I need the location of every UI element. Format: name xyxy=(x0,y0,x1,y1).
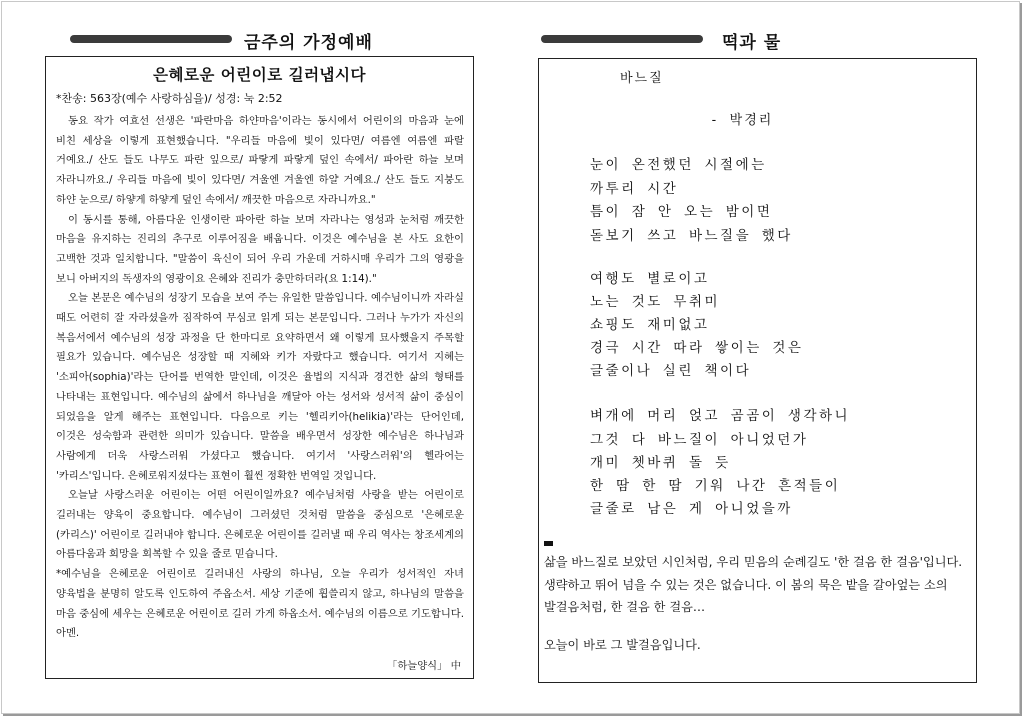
poem-author: - 박경리 xyxy=(710,113,774,128)
page-frame xyxy=(1,1,1020,714)
sermon-body xyxy=(56,112,464,644)
poem-line: 글줄이나 실린 책이다 xyxy=(590,363,752,379)
sermon-source: 「하늘양식」 中 xyxy=(387,660,461,672)
poem-line: 글줄로 남은 게 아니었을까 xyxy=(590,501,793,517)
poem-panel xyxy=(538,58,977,683)
poem-line: 까투리 시간 xyxy=(590,181,679,197)
poem-title: 바느질 xyxy=(620,71,664,86)
right-section-title: 떡과 물 xyxy=(722,33,782,53)
poem-line: 노는 것도 무취미 xyxy=(590,294,721,310)
poem-line: 그것 다 바느질이 아니었던가 xyxy=(590,432,809,448)
poem-line: 개미 쳇바퀴 돌 듯 xyxy=(590,455,731,471)
poem-line: 돋보기 쓰고 바느질을 했다 xyxy=(590,228,793,244)
poem-closing: 오늘이 바로 그 발걸음입니다. xyxy=(544,638,701,652)
poem-line: 틈이 잠 안 오는 밤이면 xyxy=(590,204,773,220)
left-header-bar xyxy=(70,35,232,43)
poem-line: 경극 시간 따라 쌓이는 것은 xyxy=(590,340,804,356)
left-section-title: 금주의 가정예배 xyxy=(244,33,373,53)
section-marker xyxy=(544,541,553,546)
sermon-prayer: *예수님을 은혜로운 어린이로 길러내신 사랑의 하나님, 오늘 우리가 성서적인 자녀 양육법을 분명히 알도록 인도하여 주옵소서. 세상 기준에 휩쓸리지 않고, 하나님의 말씀을 마음 중심에 세우는 은혜로운 어린이로 길러 가게 하옵소서. 예수님의 이름으로 기도합니다. 아멘. xyxy=(56,568,464,640)
poem-line: 눈이 온전했던 시절에는 xyxy=(590,157,767,173)
poem-reflection: 삶을 바느질로 보았던 시인처럼, 우리 믿음의 순례길도 '한 걸음 한 걸음'입니다. 생략하고 뛰어 넘을 수 있는 것은 없습니다. 이 봄의 묵은 밭을 갈아엎는 소의 발걸음처럼, 한 걸음 한 걸음… xyxy=(544,555,963,614)
sermon-panel xyxy=(45,56,474,679)
poem-line: 한 땀 한 땀 기워 나간 흔적들이 xyxy=(590,478,841,494)
poem-line: 벼개에 머리 얹고 곰곰이 생각하니 xyxy=(590,408,851,424)
poem-line: 쇼핑도 재미없고 xyxy=(590,317,710,333)
sermon-title: 은혜로운 어린이로 길러냅시다 xyxy=(153,66,366,84)
poem-line: 여행도 별로이고 xyxy=(590,271,710,287)
sermon-meta: *찬송: 563장(예수 사랑하심을)/ 성경: 눅 2:52 xyxy=(56,92,283,105)
sermon-paragraph: 오늘 본문은 예수님의 성장기 모습을 보여 주는 유일한 말씀입니다. 예수님이니까 자라실 때도 어련히 잘 자라셨을까 짐작하여 무심코 읽게 되는 본문입니다. 그러나 누가가 자신의 복음서에서 예수님의 성장 과정을 단 한마디로 요약하면서 왜 이렇게 묘사했을지 주목할 필요가 있습니다. 예수님은 성장할 때 지혜와 키가 자랐다고 했습니다. 여기서 지혜는 '소피아(sophia)'라는 단어를 번역한 말인데, 이것은 율법의 지식과 경건한 삶의 형태를 나타내는 표현입니다. 예수님의 삶에서 하나님을 깨달아 아는 성서와 성서적 삶이 중심이 되었음을 알게 해주는 표현입니다. 다음으로 키는 '헬리키아(helikia)'라는 단어인데, 이것은 성숙함과 관련한 의미가 있습니다. 말씀을 배우면서 성장한 예수님은 하나님과 사람에게 더욱 사랑스러워 가셨다고 했습니다. 여기서 '사랑스러워'의 헬라어는 '카리스'입니다. 은혜로워지셨다는 표현이 훨씬 정확한 번역일 것입니다. xyxy=(56,292,465,482)
right-header-bar xyxy=(541,35,703,43)
sermon-paragraph: 동요 작가 여효선 선생은 '파란마음 하얀마음'이라는 동시에서 어린이의 마음과 눈에 비친 세상을 이렇게 표현했습니다. "우리들 마음에 빛이 있다면/ 여름엔 여름엔 파랄 거예요./ 산도 들도 나무도 파란 잎으로/ 파랗게 파랗게 덮인 속에서/ 파아란 하늘 보며 자라니까요./ 우리들 마음에 빛이 있다면/ 겨울엔 겨울엔 하얄 거예요./ 산도 들도 지붕도 하얀 눈으로/ 하얗게 하얗게 덮인 속에서/ 깨끗한 마음으로 자라니까요." xyxy=(56,115,464,206)
sermon-paragraph: 오늘날 사랑스러운 어린이는 어떤 어린이일까요? 예수님처럼 사랑을 받는 어린이로 길러내는 양육이 중요합니다. 예수님이 그러셨던 것처럼 말씀을 중심으로 '은혜로운(카리스)' 어린이로 길러내야 합니다. 은혜로운 어린이를 길러낼 때 우리 역사는 창조세계의 아름다움과 희망을 회복할 수 있을 줄로 믿습니다. xyxy=(56,489,464,561)
sermon-paragraph: 이 동시를 통해, 아름다운 인생이란 파아란 하늘 보며 자라나는 영성과 눈처럼 깨끗한 마음을 유지하는 진리의 추구로 이루어짐을 배웁니다. 이것은 예수님을 본 사도 요한이 고백한 것과 일치합니다. "말씀이 육신이 되어 우리 가운데 거하시매 우리가 그의 영광을 보니 아버지의 독생자의 영광이요 은혜와 진리가 충만하더라(요 1:14)." xyxy=(56,213,464,285)
